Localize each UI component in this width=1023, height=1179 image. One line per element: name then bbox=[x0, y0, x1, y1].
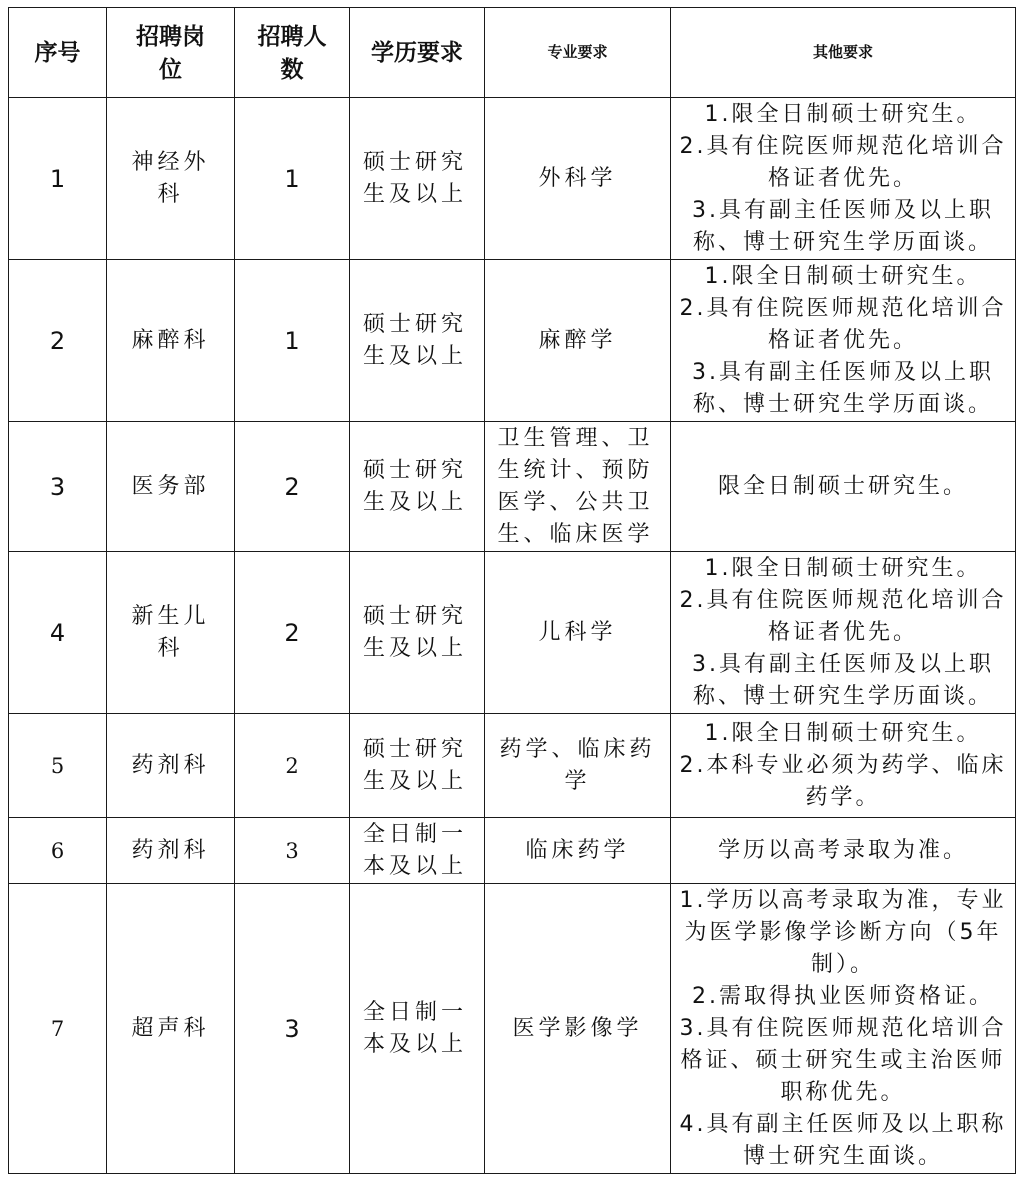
row-education: 全日制一本及以上 bbox=[350, 884, 485, 1174]
row-no: 4 bbox=[9, 552, 107, 714]
other-line: 2.具有住院医师规范化培训合格证者优先。 bbox=[679, 133, 1007, 191]
row-other bbox=[671, 422, 1016, 552]
row-other bbox=[671, 714, 1016, 818]
other-line: 2.具有住院医师规范化培训合格证者优先。 bbox=[679, 295, 1007, 353]
row-position: 神经外科 bbox=[107, 98, 235, 260]
other-line: 1.限全日制硕士研究生。 bbox=[704, 263, 982, 289]
row-position: 新生儿科 bbox=[107, 552, 235, 714]
row-education: 硕士研究生及以上 bbox=[350, 260, 485, 422]
row-major: 麻醉学 bbox=[485, 260, 671, 422]
row-other bbox=[671, 98, 1016, 260]
row-position: 超声科 bbox=[107, 884, 235, 1174]
row-count: 2 bbox=[235, 422, 350, 552]
row-count: 2 bbox=[235, 552, 350, 714]
row-count: 2 bbox=[235, 714, 350, 818]
row-no: 1 bbox=[9, 98, 107, 260]
row-major: 儿科学 bbox=[485, 552, 671, 714]
header-position: 招聘岗位 bbox=[107, 8, 235, 98]
row-major: 卫生管理、卫生统计、预防医学、公共卫生、临床医学 bbox=[485, 422, 671, 552]
other-line: 学历以高考录取为准。 bbox=[717, 837, 968, 863]
other-line: 1.限全日制硕士研究生。 bbox=[704, 720, 982, 746]
row-major: 医学影像学 bbox=[485, 884, 671, 1174]
other-line: 2.需取得执业医师资格证。 bbox=[692, 983, 994, 1009]
header-no: 序号 bbox=[9, 8, 107, 98]
row-other bbox=[671, 884, 1016, 1174]
row-other bbox=[671, 818, 1016, 884]
row-major: 外科学 bbox=[485, 98, 671, 260]
header-count: 招聘人数 bbox=[235, 8, 350, 98]
row-education: 硕士研究生及以上 bbox=[350, 552, 485, 714]
header-education: 学历要求 bbox=[350, 8, 485, 98]
row-position: 药剂科 bbox=[107, 714, 235, 818]
header-major: 专业要求 bbox=[485, 8, 671, 98]
table-row bbox=[9, 818, 1016, 884]
other-line: 3.具有副主任医师及以上职称、博士研究生学历面谈。 bbox=[692, 651, 994, 709]
table-row bbox=[9, 422, 1016, 552]
table-row bbox=[9, 260, 1016, 422]
header-row bbox=[9, 8, 1016, 98]
row-other bbox=[671, 260, 1016, 422]
row-no: 7 bbox=[9, 884, 107, 1174]
table-row bbox=[9, 884, 1016, 1174]
row-education: 硕士研究生及以上 bbox=[350, 422, 485, 552]
row-position: 医务部 bbox=[107, 422, 235, 552]
other-line: 3.具有副主任医师及以上职称、博士研究生学历面谈。 bbox=[692, 197, 994, 255]
row-position: 麻醉科 bbox=[107, 260, 235, 422]
row-no: 3 bbox=[9, 422, 107, 552]
recruitment-table bbox=[8, 7, 1016, 1174]
row-position: 药剂科 bbox=[107, 818, 235, 884]
row-education: 硕士研究生及以上 bbox=[350, 98, 485, 260]
row-count: 3 bbox=[235, 884, 350, 1174]
row-other bbox=[671, 552, 1016, 714]
other-line: 1.限全日制硕士研究生。 bbox=[704, 101, 982, 127]
other-line: 4.具有副主任医师及以上职称博士研究生面谈。 bbox=[679, 1111, 1007, 1169]
row-education: 硕士研究生及以上 bbox=[350, 714, 485, 818]
row-count: 1 bbox=[235, 98, 350, 260]
row-count: 1 bbox=[235, 260, 350, 422]
row-major: 临床药学 bbox=[485, 818, 671, 884]
row-education: 全日制一本及以上 bbox=[350, 818, 485, 884]
other-line: 2.本科专业必须为药学、临床药学。 bbox=[679, 752, 1007, 810]
other-line: 1.学历以高考录取为准，专业为医学影像学诊断方向（5年制）。 bbox=[679, 887, 1007, 977]
other-line: 3.具有副主任医师及以上职称、博士研究生学历面谈。 bbox=[692, 359, 994, 417]
header-other: 其他要求 bbox=[671, 8, 1016, 98]
row-major: 药学、临床药学 bbox=[485, 714, 671, 818]
table-row bbox=[9, 98, 1016, 260]
other-line: 2.具有住院医师规范化培训合格证者优先。 bbox=[679, 587, 1007, 645]
other-line: 1.限全日制硕士研究生。 bbox=[704, 555, 982, 581]
row-no: 2 bbox=[9, 260, 107, 422]
row-no: 6 bbox=[9, 818, 107, 884]
other-line: 限全日制硕士研究生。 bbox=[717, 473, 968, 499]
table-row bbox=[9, 714, 1016, 818]
other-line: 3.具有住院医师规范化培训合格证、硕士研究生或主治医师职称优先。 bbox=[679, 1015, 1007, 1105]
row-no: 5 bbox=[9, 714, 107, 818]
row-count: 3 bbox=[235, 818, 350, 884]
table-row bbox=[9, 552, 1016, 714]
